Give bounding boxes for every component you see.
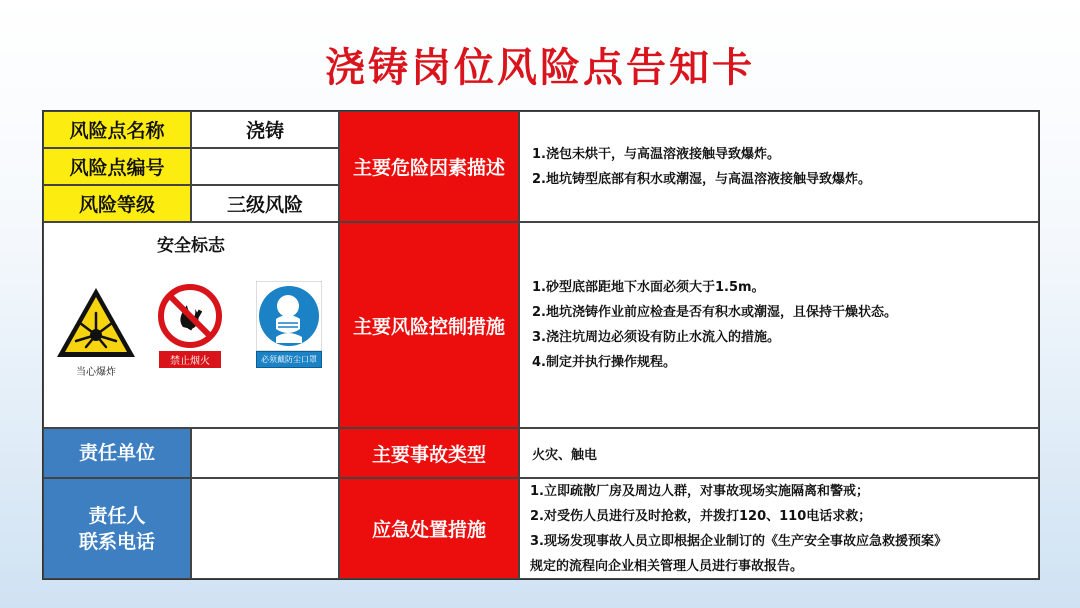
control-item: 2.地坑浇铸作业前应检查是否有积水或潮湿，且保持干燥状态。 — [532, 305, 897, 320]
hazard-label: 主要危险因素描述 — [339, 111, 519, 222]
emergency-measures — [519, 478, 1039, 579]
control-item: 3.浇注坑周边必须设有防止水流入的措施。 — [532, 330, 780, 345]
risk-level-value: 三级风险 — [191, 185, 339, 222]
hazard-item: 2.地坑铸型底部有积水或潮湿，与高温溶液接触导致爆炸。 — [532, 171, 871, 187]
control-item: 4.制定并执行操作规程。 — [532, 355, 676, 370]
hazard-description — [519, 111, 1039, 222]
responsible-unit-value — [191, 428, 339, 478]
risk-level-label: 风险等级 — [43, 185, 191, 222]
emergency-item: 规定的流程向企业相关管理人员进行事故报告。 — [530, 558, 804, 574]
no-fire-icon — [157, 283, 223, 349]
dust-mask-icon — [256, 281, 322, 351]
control-measures — [519, 222, 1039, 428]
risk-code-value — [191, 148, 339, 185]
responsible-person-label — [43, 478, 191, 579]
responsible-person-value — [191, 478, 339, 579]
responsible-person-line1: 责任人 — [88, 504, 146, 527]
accident-type-text: 火灾、触电 — [532, 447, 598, 463]
no-fire-sign — [157, 283, 223, 368]
emergency-item: 1.立即疏散厂房及周边人群，对事故现场实施隔离和警戒； — [530, 483, 869, 499]
explosion-sign-caption: 当心爆炸 — [76, 367, 116, 378]
accident-type-label: 主要事故类型 — [339, 428, 519, 478]
risk-name-label: 风险点名称 — [43, 111, 191, 148]
risk-card — [42, 110, 1040, 580]
safety-signs-panel — [43, 222, 339, 428]
emergency-item: 2.对受伤人员进行及时抢救，并拨打120、110电话求救； — [530, 508, 872, 524]
accident-type-value — [519, 428, 1039, 478]
page-title: 浇铸岗位风险点告知卡 — [325, 45, 755, 91]
explosion-warning-icon — [54, 285, 138, 361]
emergency-item: 3.现场发现事故人员立即根据企业制订的《生产安全事故应急救援预案》 — [530, 533, 947, 549]
explosion-sign — [54, 285, 138, 378]
safety-signs-title: 安全标志 — [157, 236, 225, 256]
emergency-label: 应急处置措施 — [339, 478, 519, 579]
hazard-item: 1.浇包未烘干，与高温溶液接触导致爆炸。 — [532, 146, 780, 162]
control-item: 1.砂型底部距地下水面必须大于1.5m。 — [532, 280, 765, 295]
risk-name-value: 浇铸 — [191, 111, 339, 148]
dust-mask-sign — [256, 281, 322, 368]
dust-mask-sign-caption: 必须戴防尘口罩 — [256, 351, 322, 368]
no-fire-sign-caption: 禁止烟火 — [159, 351, 221, 368]
control-label: 主要风险控制措施 — [339, 222, 519, 428]
responsible-unit-label: 责任单位 — [43, 428, 191, 478]
risk-code-label: 风险点编号 — [43, 148, 191, 185]
responsible-person-line2: 联系电话 — [78, 530, 155, 553]
